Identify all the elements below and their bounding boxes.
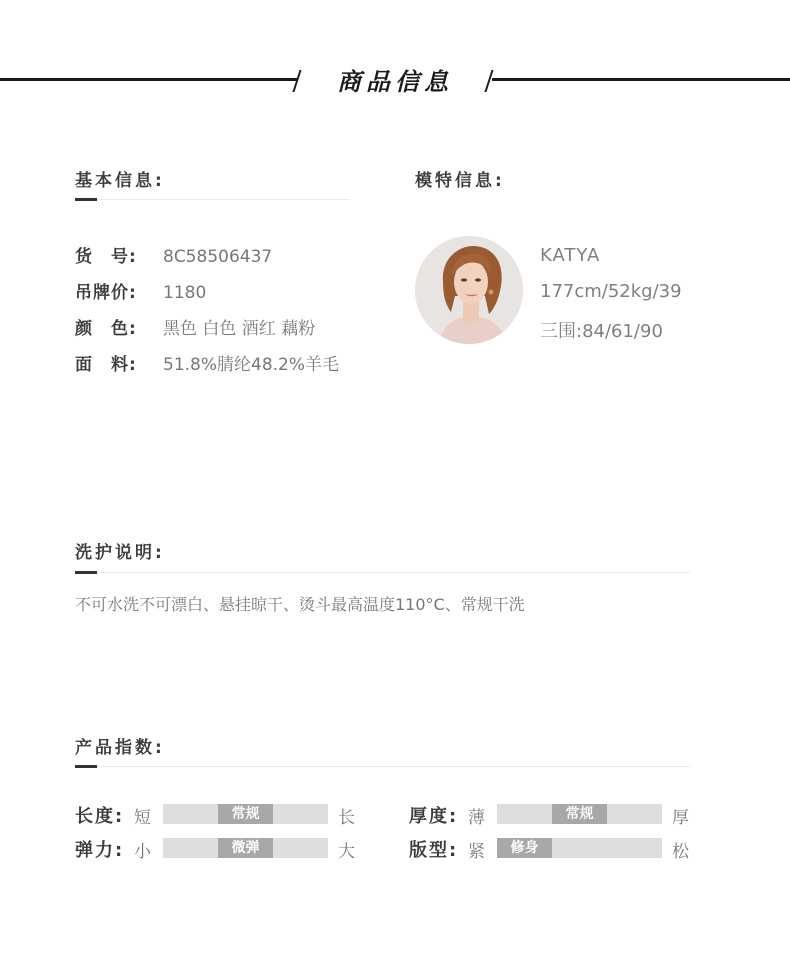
fit-bar <box>497 838 662 858</box>
thickness-bar <box>497 804 662 824</box>
care-marker <box>75 571 97 574</box>
fabric-label: 面 料: <box>75 355 137 375</box>
info-row-color <box>75 318 315 340</box>
length-bar <box>163 804 328 824</box>
elasticity-label: 弹力: <box>75 840 125 861</box>
fit-label: 版型: <box>409 840 459 861</box>
care-text: 不可水洗不可漂白、悬挂晾干、烫斗最高温度110°C、常规干洗 <box>75 595 525 614</box>
basic-info-title: 基本信息: <box>75 171 165 191</box>
thickness-high: 厚 <box>672 808 689 828</box>
index-title: 产品指数: <box>75 738 165 758</box>
info-row-fabric <box>75 354 339 376</box>
sku-label: 货 号: <box>75 247 137 267</box>
elasticity-high: 大 <box>338 842 355 862</box>
model-portrait-icon <box>415 236 523 344</box>
basic-info-rule <box>75 199 350 200</box>
index-marker <box>75 765 97 768</box>
elasticity-bar <box>163 838 328 858</box>
length-low: 短 <box>134 808 151 828</box>
elasticity-indicator: 微弹 <box>218 838 273 858</box>
length-indicator: 常规 <box>218 804 273 824</box>
model-measurements: 三围:84/61/90 <box>540 321 663 342</box>
fabric-value: 51.8%腈纶48.2%羊毛 <box>163 355 340 375</box>
info-row-sku <box>75 246 272 268</box>
info-row-price <box>75 282 206 304</box>
thickness-indicator: 常规 <box>552 804 607 824</box>
length-high: 长 <box>338 808 355 828</box>
color-label: 颜 色: <box>75 319 137 339</box>
index-rule <box>75 766 690 767</box>
care-title: 洗护说明: <box>75 543 165 563</box>
header-line-left <box>0 78 297 81</box>
color-value: 黑色 白色 酒红 藕粉 <box>163 319 316 339</box>
model-stats: 177cm/52kg/39 <box>540 281 682 302</box>
basic-info-marker <box>75 198 97 201</box>
fit-indicator: 修身 <box>497 838 552 858</box>
model-info-title: 模特信息: <box>415 171 505 191</box>
price-value: 1180 <box>163 283 207 303</box>
thickness-low: 薄 <box>468 808 485 828</box>
length-label: 长度: <box>75 806 125 827</box>
fit-low: 紧 <box>468 842 485 862</box>
model-name: KATYA <box>540 245 601 266</box>
price-label: 吊牌价: <box>75 283 137 303</box>
model-avatar <box>415 236 523 344</box>
sku-value: 8C58506437 <box>163 247 273 267</box>
thickness-label: 厚度: <box>409 806 459 827</box>
header-line-right <box>492 78 790 81</box>
page-title: 商品信息 <box>337 68 453 96</box>
care-rule <box>75 572 690 573</box>
elasticity-low: 小 <box>134 842 151 862</box>
fit-high: 松 <box>672 842 689 862</box>
